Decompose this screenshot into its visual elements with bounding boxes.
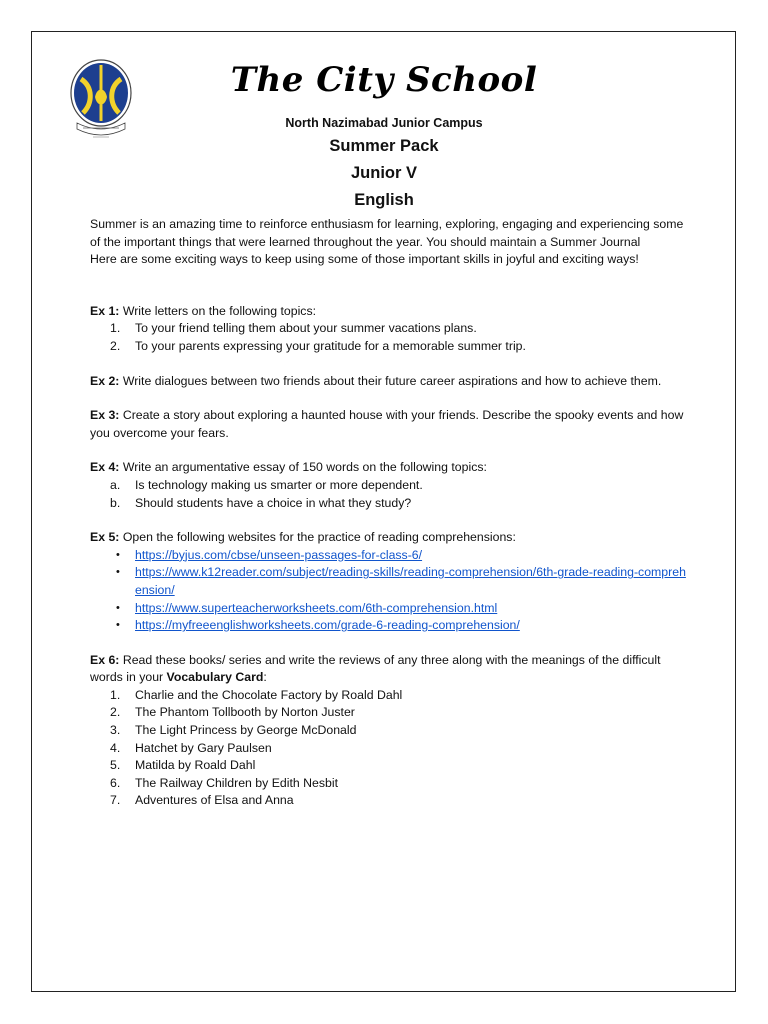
list-marker: 1. [110,687,121,702]
bullet-icon: • [116,619,120,632]
exercise-label: Ex 1: [90,303,120,318]
website-link[interactable]: https://www.k12reader.com/subject/reading-skills/reading-comprehension/6th-grade-reading-comprehension/ [135,565,686,597]
list-item [90,320,690,338]
bullet-icon: • [116,548,120,561]
list-item-text: The Light Princess by George McDonald [135,723,357,738]
website-link[interactable]: https://www.superteacherworksheets.com/6th-comprehension.html [135,600,498,615]
list-marker: 7. [110,793,121,808]
link-item [90,564,690,599]
exercise-text-end: : [263,670,267,685]
list-item-text: Charlie and the Chocolate Factory by Roald Dahl [135,687,403,702]
list-item-text: To your friend telling them about your summer vacations plans. [135,321,477,336]
list-marker: 1. [110,321,121,336]
list-item [90,477,690,495]
link-item [90,547,690,565]
list-item-text: Adventures of Elsa and Anna [135,793,294,808]
exercise-label: Ex 2: [90,373,120,388]
list-marker: b. [110,495,121,510]
list-item-text: Matilda by Roald Dahl [135,758,256,773]
exercise-5-links [90,547,690,635]
exercise-text: Write an argumentative essay of 150 words on the following topics: [119,460,487,475]
list-item [90,757,690,775]
list-item [90,704,690,722]
exercise-label: Ex 6: [90,652,120,667]
campus-name: North Nazimabad Junior Campus [285,116,483,130]
website-link[interactable]: https://myfreeenglishworksheets.com/grade-6-reading-comprehension/ [135,618,520,633]
pack-title: Summer Pack [329,137,439,155]
exercise-label: Ex 4: [90,460,120,475]
bullet-icon: • [116,601,120,614]
exercise-label: Ex 5: [90,530,120,545]
list-item [90,338,690,356]
list-item [90,740,690,758]
exercise-text: Write dialogues between two friends about their future career aspirations and how to achieve them. [119,373,662,388]
website-link[interactable]: https://byjus.com/cbse/unseen-passages-for-class-6/ [135,547,423,562]
exercise-label: Ex 3: [90,408,120,423]
exercise-text: Create a story about exploring a haunted house with your friends. Describe the spooky events and how you overcome your fears. [90,408,684,440]
exercise-1-list [90,320,690,355]
list-item-text: Should students have a choice in what they study? [135,495,412,510]
list-item-text: The Phantom Tollbooth by Norton Juster [135,705,355,720]
subject-title: English [354,191,414,209]
exercise-text: Write letters on the following topics: [119,303,317,318]
list-item-text: Is technology making us smarter or more dependent. [135,477,423,492]
exercise-3 [90,407,690,442]
list-item-text: Hatchet by Gary Paulsen [135,740,272,755]
exercise-1 [90,303,690,321]
exercise-text: Read these books/ series and write the reviews of any three along with the meanings of the difficult words in your [90,652,661,685]
vocabulary-card-label: Vocabulary Card [166,670,264,685]
list-item [90,792,690,810]
bullet-icon: • [116,566,120,579]
exercise-6-list [90,687,690,810]
list-item [90,687,690,705]
link-item [90,600,690,618]
list-item-text: The Railway Children by Edith Nesbit [135,775,338,790]
exercise-text: Open the following websites for the practice of reading comprehensions: [119,530,516,545]
grade-title: Junior V [350,164,417,182]
exercise-5 [90,529,690,547]
worksheet-body [90,216,690,810]
intro-paragraph-2: Here are some exciting ways to keep using some of those important skills in joyful and exciting ways! [90,252,639,267]
exercise-4-list [90,477,690,512]
link-item [90,617,690,635]
list-item [90,775,690,793]
list-marker: 2. [110,338,121,353]
exercise-2 [90,373,690,391]
list-marker: 2. [110,705,121,720]
school-name: The City School [230,60,538,100]
list-marker: 6. [110,775,121,790]
intro-paragraph: Summer is an amazing time to reinforce enthusiasm for learning, exploring, engaging and experiencing some of the important things that were learned throughout the year. You should maintain a Summer Journal [90,217,684,249]
list-item-text: To your parents expressing your gratitude for a memorable summer trip. [135,338,526,353]
list-marker: 4. [110,740,121,755]
list-item [90,722,690,740]
exercise-4 [90,459,690,477]
list-item [90,495,690,513]
list-marker: a. [110,477,121,492]
list-marker: 3. [110,723,121,738]
list-marker: 5. [110,758,121,773]
exercise-6 [90,652,690,687]
